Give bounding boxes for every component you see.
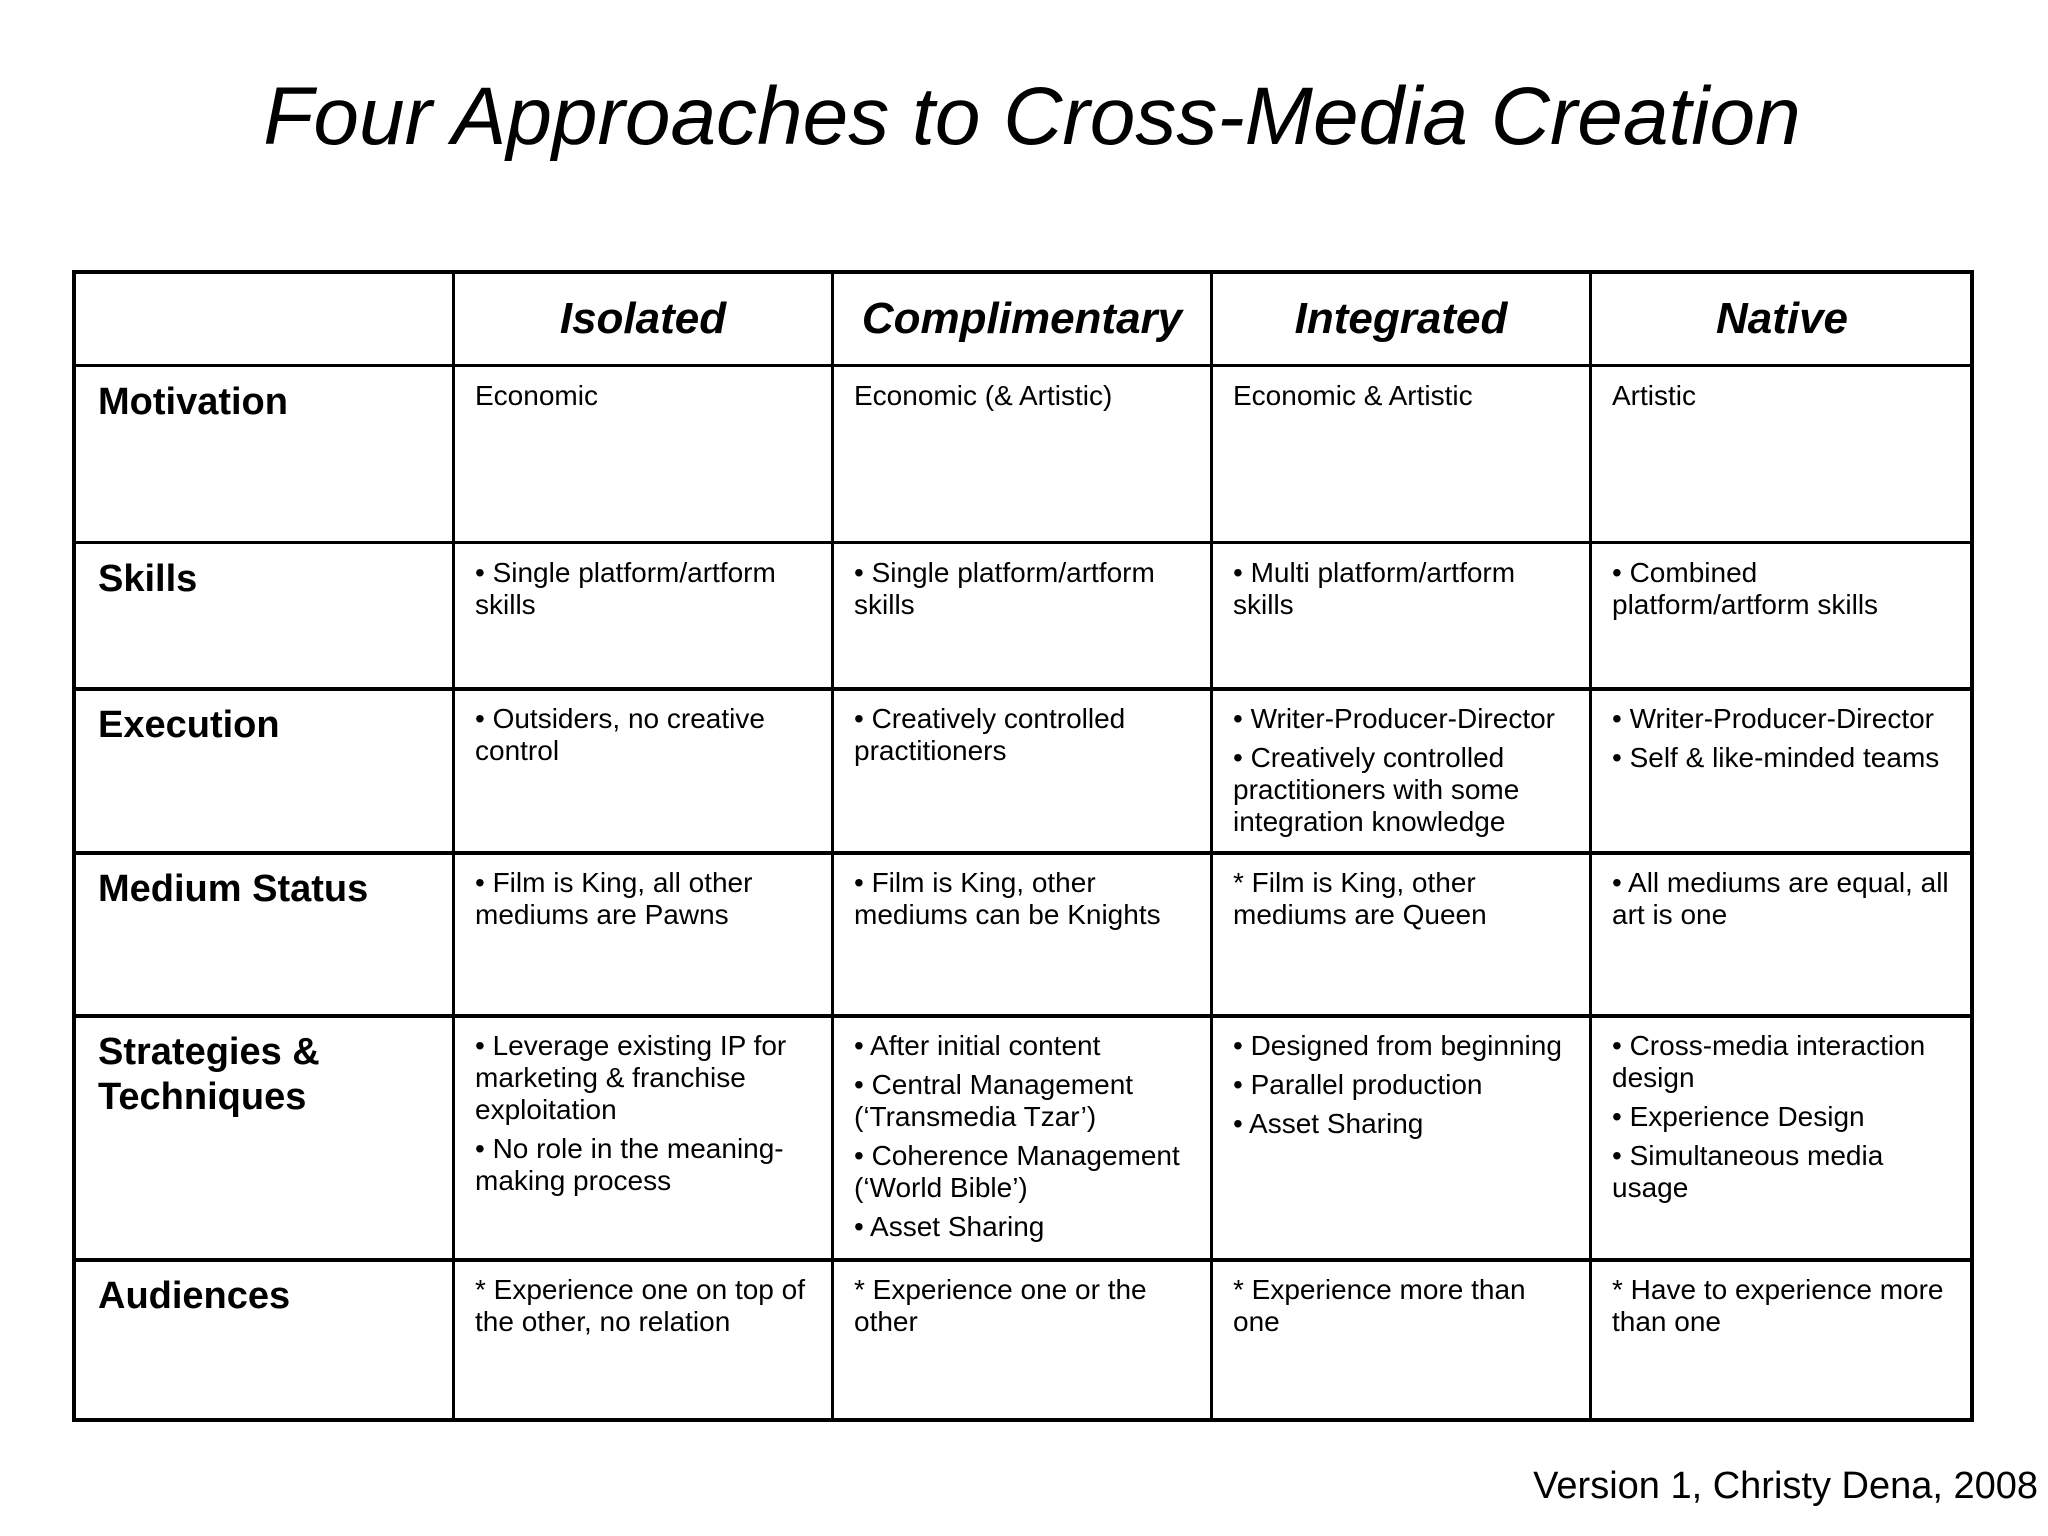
cell-text: • Writer-Producer-Director — [1612, 703, 1934, 734]
table-cell — [455, 1018, 831, 1258]
row-label: Skills — [98, 558, 198, 600]
table-cell — [834, 545, 1210, 687]
cell-text: • Self & like-minded teams — [1612, 742, 1940, 773]
cell-text: * Film is King, other mediums are Queen — [1233, 867, 1487, 930]
cell-text: • Leverage existing IP for marketing & franchise exploitation — [475, 1030, 787, 1125]
table-cell — [1592, 1262, 1972, 1420]
cell-text: • Single platform/artform skills — [854, 557, 1155, 620]
column-header-isolated: Isolated — [559, 294, 727, 343]
cell-text: • Creatively controlled practitioners — [854, 703, 1126, 766]
table-cell — [455, 368, 831, 541]
cell-text: • After initial content — [854, 1030, 1101, 1061]
table-cell — [834, 368, 1210, 541]
table-cell — [1592, 1018, 1972, 1258]
cell-text: • Single platform/artform skills — [475, 557, 776, 620]
approaches-table — [72, 270, 1974, 1422]
table-cell — [455, 855, 831, 1014]
cell-text: • Film is King, other mediums can be Knights — [854, 867, 1161, 930]
row-label: Audiences — [98, 1275, 291, 1317]
cell-text: * Experience one on top of the other, no relation — [475, 1274, 806, 1337]
table-cell — [1592, 368, 1972, 541]
cell-text: Economic (& Artistic) — [854, 380, 1113, 411]
cell-text: Artistic — [1612, 380, 1696, 411]
cell-text: • Simultaneous media usage — [1612, 1140, 1884, 1203]
version-credit: Version 1, Christy Dena, 2008 — [1533, 1465, 2038, 1507]
table-cell — [834, 691, 1210, 851]
table-cell — [1592, 691, 1972, 851]
cell-text: * Experience more than one — [1233, 1274, 1526, 1337]
cell-text: • Coherence Management (‘World Bible’) — [854, 1140, 1180, 1203]
cell-text: • No role in the meaning-making process — [475, 1133, 784, 1196]
table-cell — [455, 691, 831, 851]
row-label: Strategies & Techniques — [98, 1031, 320, 1118]
cell-text: • Experience Design — [1612, 1101, 1865, 1132]
table-cell — [834, 1262, 1210, 1420]
table-cell — [1213, 855, 1589, 1014]
table-cell — [834, 855, 1210, 1014]
row-divider — [72, 541, 1974, 544]
table-cell — [1213, 691, 1589, 851]
table-cell — [455, 545, 831, 687]
cell-text: • Creatively controlled practitioners with some integration knowledge — [1233, 742, 1520, 837]
row-divider — [72, 364, 1974, 367]
cell-text: Economic — [475, 380, 598, 411]
cell-text: * Have to experience more than one — [1612, 1274, 1944, 1337]
column-header-integrated: Integrated — [1294, 294, 1508, 343]
cell-text: • Asset Sharing — [854, 1211, 1045, 1242]
cell-text: • Central Management (‘Transmedia Tzar’) — [854, 1069, 1134, 1132]
table-cell — [1213, 545, 1589, 687]
cell-text: • Designed from beginning — [1233, 1030, 1562, 1061]
table-cell — [1213, 1262, 1589, 1420]
table-cell — [1592, 855, 1972, 1014]
table-cell — [1213, 368, 1589, 541]
table-cell — [1592, 545, 1972, 687]
cell-text: Economic & Artistic — [1233, 380, 1473, 411]
page-title: Four Approaches to Cross-Media Creation — [263, 71, 1801, 162]
cell-text: • Combined platform/artform skills — [1612, 557, 1879, 620]
cell-text: • Film is King, all other mediums are Pawns — [475, 867, 753, 930]
cell-text: • Asset Sharing — [1233, 1108, 1424, 1139]
table-cell — [1213, 1018, 1589, 1258]
cell-text: • Multi platform/artform skills — [1233, 557, 1516, 620]
cell-text: • All mediums are equal, all art is one — [1612, 867, 1949, 930]
cell-text: • Cross-media interaction design — [1612, 1030, 1926, 1093]
row-label: Execution — [98, 704, 280, 746]
cell-text: • Parallel production — [1233, 1069, 1483, 1100]
cell-text: • Writer-Producer-Director — [1233, 703, 1555, 734]
column-header-native: Native — [1715, 294, 1849, 343]
row-label: Medium Status — [98, 868, 369, 910]
table-cell — [455, 1262, 831, 1420]
column-header-complimentary: Complimentary — [861, 294, 1183, 343]
row-label: Motivation — [98, 381, 288, 423]
cell-text: • Outsiders, no creative control — [475, 703, 765, 766]
table-cell — [834, 1018, 1210, 1258]
cell-text: * Experience one or the other — [854, 1274, 1147, 1337]
